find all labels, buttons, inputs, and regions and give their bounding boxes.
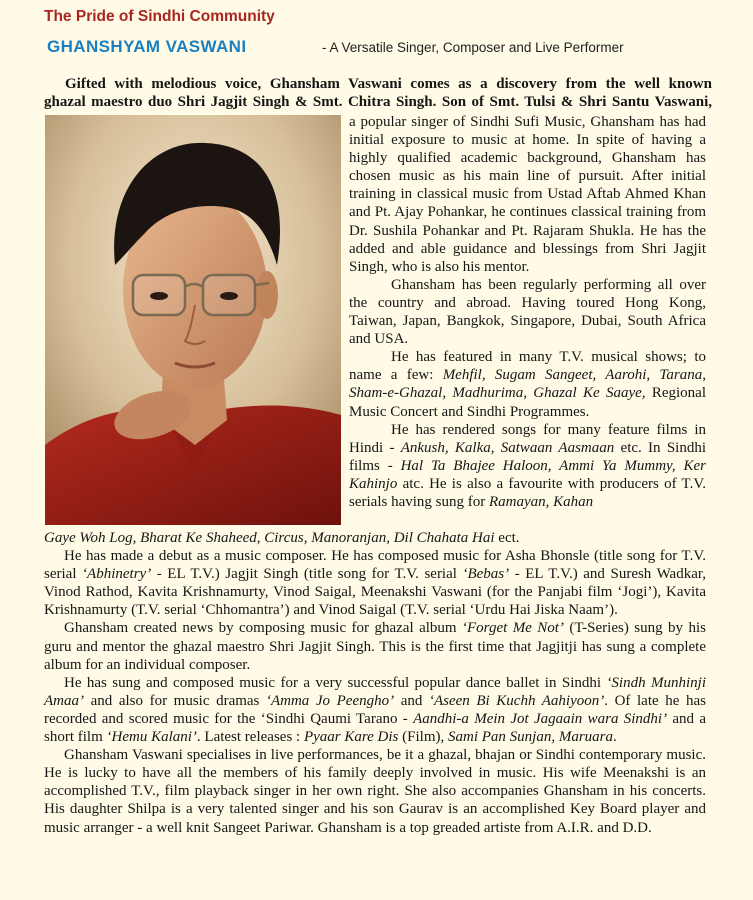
text-run: . Latest releases : (196, 729, 304, 746)
text-run: and a short film (44, 710, 706, 746)
header-kicker: The Pride of Sindhi Community (44, 8, 275, 25)
text-run: Ghansham created news by composing music for ghazal album (64, 620, 462, 637)
text-run: and (394, 692, 429, 709)
text-run: He has rendered songs for many feature films in Hindi - (349, 421, 706, 456)
text-run: etc. In Sindhi films - (349, 439, 706, 474)
text-run: He has made a debut as a music composer. He has composed music for Asha Bhonsle (title song for T.V. serial (44, 548, 706, 583)
ballet-title: ‘Sindh Munhinji Amaa’ (44, 674, 706, 709)
intro-line-2: ghazal maestro duo Shri Jagjit Singh & Smt. Chitra Singh. Son of Smt. Tulsi & Shri Santu Vaswani, (44, 94, 712, 110)
text-run: (T-Series) sung by his guru and mentor the ghazal maestro Shri Jagjit Singh. This is the first time that Jagjitji has sung a complete album for an individual composer. (44, 620, 706, 673)
bio-paragraph-6 (44, 619, 706, 673)
bio-paragraph-3 (349, 348, 706, 420)
page-subtitle: - A Versatile Singer, Composer and Live Performer (322, 40, 624, 55)
sindhi-films-list: Hal Ta Bhajee Haloon, Ammi Ya Mummy, Ker Kahinjo (349, 457, 706, 492)
bio-paragraph-1: a popular singer of Sindhi Sufi Music, Ghansham has had initial exposure to music at home. In spite of having a highly qualified academic background, Ghansham has chosen music as his main line of pursuit. After initial training in classical music from Ustad Aftab Ahmed Khan and Pt. Ajay Pohankar, he continues classical training from Dr. Sushila Pohankar and Pt. Rajaram Shukla. He has the added and able guidance and blessings from Shri Jagjit Singh, who is also his mentor. (349, 114, 706, 275)
text-run: (Film), (398, 729, 448, 746)
text-run: - EL T.V.) and Suresh Wadkar, Vinod Rathod, Kavita Krishnamurty, Vinod Saigal, Meenakshi Vaswani (for the Panjabi film ‘Jogi’), Kavita Krishnamurty (T.V. serial ‘Chhomantra’) and Vinod Saigal (T.V. serial ‘Urdu Hai Jiska Naam’). (44, 566, 707, 619)
hindi-films-list: Ankush, Kalka, Satwaan Aasmaan (400, 439, 615, 456)
text-run: . Of late he has recorded and scored music for the ‘Sindhi Qaumi Tarano - (44, 692, 706, 727)
bio-paragraph-4 (349, 421, 706, 511)
bio-paragraph-7 (44, 674, 706, 746)
text-run: He has sung and composed music for a very successful popular dance ballet in Sindhi (64, 674, 607, 691)
bio-paragraph-8: Ghansham Vaswani specialises in live performances, be it a ghazal, bhajan or Sindhi contemporary music. He is lucky to have all the members of his family deeply involved in music. His wife Meenakshi is an accomplished T.V., film playback singer in her own right. She also accompanies Ghansham in his concerts. His daughter Shilpa is a very talented singer and his son Gaurav is an accomplished Key Board player and music arranger - a well knit Sangeet Pariwar. Ghansham is a top greaded artiste from A.I.R. and D.D. (44, 747, 706, 836)
bio-paragraph-5 (44, 547, 706, 619)
release-title: Pyaar Kare Dis (303, 729, 399, 746)
anthem-title: Aandhi-a Mein Jot Jagaain wara Sindhi’ (413, 710, 668, 727)
intro-paragraph (44, 75, 712, 111)
text-run: . (613, 729, 617, 746)
release-title: Sami Pan Sunjan, Maruara (448, 729, 613, 746)
serial-title: ‘Bebas’ (462, 566, 510, 583)
album-title: ‘Forget Me Not’ (462, 620, 564, 637)
serial-title: ‘Abhinetry’ (82, 566, 152, 583)
text-run: atc. He is also a favourite with producers of T.V. serials having sung for (349, 475, 706, 510)
drama-title: ‘Amma Jo Peengho’ (265, 692, 395, 709)
full-width-column (44, 529, 706, 837)
text-run: He has featured in many T.V. musical shows; to name a few: (349, 349, 706, 384)
page-title: GHANSHYAM VASWANI (47, 37, 247, 56)
text-run: ect. (494, 530, 520, 546)
tv-serials-list-continued: Gaye Woh Log, Bharat Ke Shaheed, Circus, Manoranjan, Dil Chahata Hai (44, 530, 495, 546)
bio-paragraph-2: Ghansham has been regularly performing all over the country and abroad. Having toured Hong Kong, Taiwan, Japan, Bangkok, Singapore, Dubai, South Africa and USA. (349, 276, 706, 348)
film-title: ‘Hemu Kalani’ (106, 729, 197, 746)
text-run: - EL T.V.) Jagjit Singh (title song for T.V. serial (151, 566, 463, 583)
intro-line-1: Gifted with melodious voice, Ghansham Vaswani comes as a discovery from the well known (65, 76, 712, 92)
portrait-photo (45, 115, 341, 525)
tv-serials-list: Ramayan, Kahan (488, 493, 594, 510)
portrait-illustration (45, 115, 341, 525)
drama-title: ‘Aseen Bi Kuchh Aahiyoon’ (428, 692, 605, 709)
side-column (349, 113, 706, 511)
bio-paragraph-4-continued (44, 529, 706, 547)
text-run: Regional Music Concert and Sindhi Programmes. (349, 385, 707, 420)
text-run: and also for music dramas (84, 692, 266, 709)
tv-shows-list: Mehfil, Sugam Sangeet, Aarohi, Tarana, Sham-e-Ghazal, Madhurima, Ghazal Ke Saaye, (349, 367, 706, 402)
